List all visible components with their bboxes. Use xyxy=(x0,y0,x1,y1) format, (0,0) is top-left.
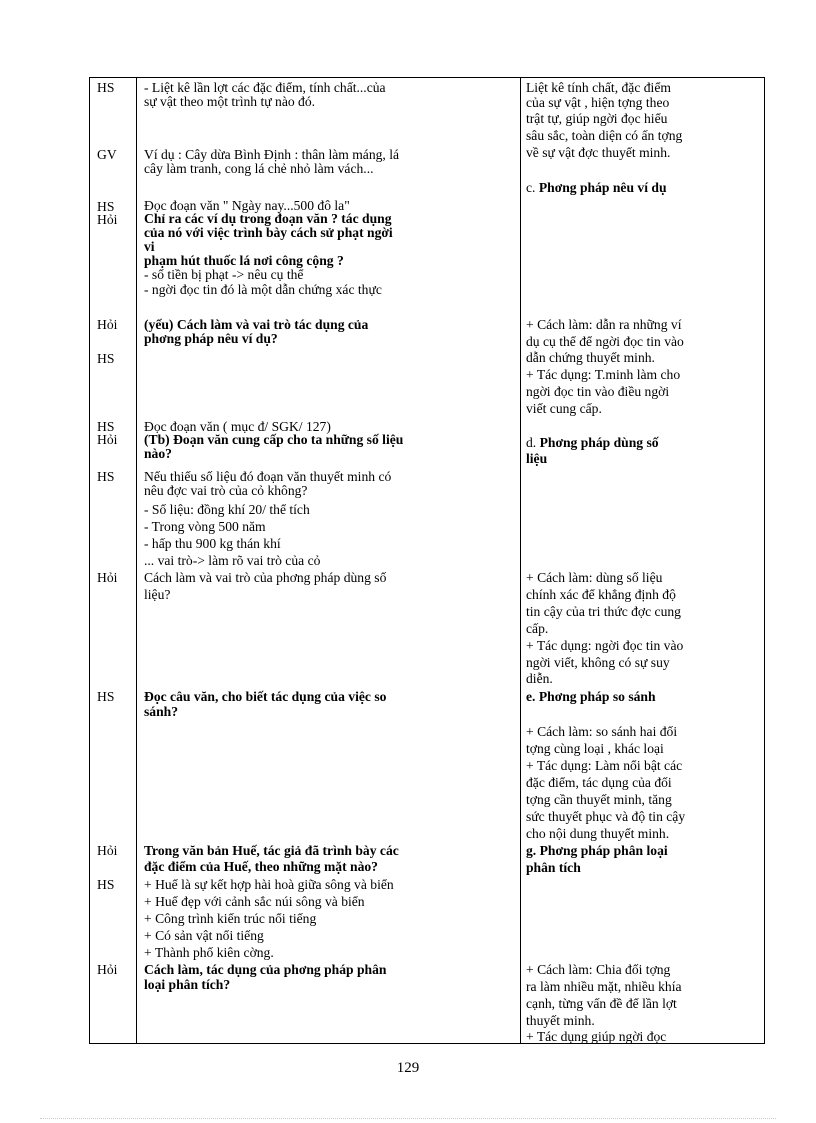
question-line: phơng pháp nêu ví dụ? xyxy=(144,331,278,346)
text-line: Ví dụ : Cây dừa Bình Định : thân làm máng, lá xyxy=(144,147,400,162)
section-heading xyxy=(526,181,667,195)
text-line: cây làm tranh, cong lá chẻ nhỏ làm vách... xyxy=(144,161,374,176)
question-line: nào? xyxy=(144,446,172,461)
section-title: liệu xyxy=(526,451,548,466)
answer-line: Liệt kê tính chất, đặc điểm xyxy=(526,80,671,95)
column-divider-2 xyxy=(520,78,521,1043)
answer-line: trật tự, giúp ngời đọc hiểu xyxy=(526,111,668,126)
answer-line: viết cung cấp. xyxy=(526,401,602,416)
answer-line: + Tác dụng: ngời đọc tin vào xyxy=(526,638,684,653)
answer-line: tợng cần thuyết minh, tăng xyxy=(526,792,672,807)
answer-line: cạnh, từng vấn đề để lần lợt xyxy=(526,996,677,1011)
answer-line: + Cách làm: dẫn ra những ví xyxy=(526,317,682,332)
question-line: Trong văn bản Huế, tác giả đã trình bày các xyxy=(144,843,399,858)
role-label: HS xyxy=(97,469,115,484)
text-line: + Huế là sự kết hợp hài hoà giữa sông và biển xyxy=(144,877,394,892)
question-line: (yếu) Cách làm và vai trò tác dụng của xyxy=(144,317,369,332)
answer-line: diễn. xyxy=(526,671,553,686)
section-title: g. Phơng pháp phân loại xyxy=(526,843,668,858)
answer-line: dẫn chứng thuyết minh. xyxy=(526,350,655,365)
answer-line: ra làm nhiều mặt, nhiều khía xyxy=(526,979,682,994)
answer-line: tợng cùng loại , khác loại xyxy=(526,741,664,756)
answer-line: + Tác dụng: T.minh làm cho xyxy=(526,367,681,382)
question-line: Chỉ ra các ví dụ trong đoạn văn ? tác dụng xyxy=(144,211,392,226)
answer-line: về sự vật đợc thuyết minh. xyxy=(526,145,671,160)
answer-line: dụ cụ thể để ngời đọc tin vào xyxy=(526,334,684,349)
question-line: loại phân tích? xyxy=(144,977,231,992)
text-line: Nếu thiếu số liệu đó đoạn văn thuyết minh có xyxy=(144,469,392,484)
section-heading xyxy=(526,436,659,450)
question-line: Cách làm, tác dụng của phơng pháp phân xyxy=(144,962,387,977)
column-divider-1 xyxy=(136,78,137,1043)
role-label: HS xyxy=(97,877,115,892)
text-line: sự vật theo một trình tự nào đó. xyxy=(144,94,316,109)
role-label: Hỏi xyxy=(97,432,118,447)
text-line: - Liệt kê lần lợt các đặc điểm, tính chất...của xyxy=(144,80,386,95)
page-number: 129 xyxy=(396,1060,420,1076)
text-line: - Trong vòng 500 năm xyxy=(144,519,266,534)
answer-line: tin cậy của tri thức đợc cung xyxy=(526,604,681,619)
section-title: phân tích xyxy=(526,860,581,875)
text-line: + Công trình kiến trúc nổi tiếng xyxy=(144,911,317,926)
role-label: HS xyxy=(97,80,115,95)
section-letter: d. xyxy=(526,435,540,450)
answer-line: + Cách làm: dùng số liệu xyxy=(526,570,663,585)
section-title: Phơng pháp dùng số xyxy=(539,435,659,450)
text-line: - ngời đọc tin đó là một dẫn chứng xác thực xyxy=(144,282,382,297)
text-line: + Có sản vật nổi tiếng xyxy=(144,928,264,943)
section-title: Phơng pháp nêu ví dụ xyxy=(538,180,667,195)
answer-line: + Cách làm: so sánh hai đối xyxy=(526,724,678,739)
text-line: nêu đợc vai trò của cỏ không? xyxy=(144,483,308,498)
text-line: - hấp thu 900 kg thán khí xyxy=(144,536,281,551)
answer-line: cấp. xyxy=(526,621,549,636)
role-label: HS xyxy=(97,689,115,704)
question-line: đặc điểm của Huế, theo những mặt nào? xyxy=(144,859,378,874)
role-label: Hỏi xyxy=(97,212,118,227)
text-line: Đọc đoạn văn " Ngày nay...500 đô la" xyxy=(144,198,350,213)
answer-line: của sự vật , hiện tợng theo xyxy=(526,95,670,110)
answer-line: chính xác để khẳng định độ xyxy=(526,587,676,602)
question-line: Đọc câu văn, cho biết tác dụng của việc so xyxy=(144,689,387,704)
role-label: Hỏi xyxy=(97,317,118,332)
role-label: Hỏi xyxy=(97,570,118,585)
answer-line: + Tác dụng: Làm nổi bật các xyxy=(526,758,683,773)
role-label: HS xyxy=(97,351,115,366)
answer-line: + Cách làm: Chia đối tợng xyxy=(526,962,671,977)
text-line: + Huế đẹp với cảnh sắc núi sông và biển xyxy=(144,894,365,909)
answer-line: ngời viết, không có sự suy xyxy=(526,655,670,670)
text-line: - Số liệu: đồng khí 20/ thể tích xyxy=(144,502,310,517)
answer-line: sức thuyết phục và độ tin cậy xyxy=(526,809,686,824)
question-line: vi xyxy=(144,239,155,254)
answer-line: cho nội dung thuyết minh. xyxy=(526,826,670,841)
text-line: ... vai trò-> làm rõ vai trò của cỏ xyxy=(144,553,321,568)
role-label: GV xyxy=(97,147,117,162)
section-title: e. Phơng pháp so sánh xyxy=(526,689,656,704)
role-label: Hỏi xyxy=(97,962,118,977)
answer-line: sâu sắc, toàn diện có ấn tợng xyxy=(526,128,683,143)
page-bottom-rule xyxy=(40,1118,776,1119)
text-line: + Thành phố kiên cờng. xyxy=(144,945,274,960)
text-line: - số tiền bị phạt -> nêu cụ thể xyxy=(144,267,304,282)
section-letter: c. xyxy=(526,180,539,195)
answer-line: ngời đọc tin vào điều ngời xyxy=(526,384,670,399)
question-line: của nó với việc trình bày cách sử phạt ngời xyxy=(144,225,393,240)
role-label: HS xyxy=(97,419,115,434)
answer-line: đặc điểm, tác dụng của đối xyxy=(526,775,672,790)
question-line: (Tb) Đoạn văn cung cấp cho ta những số liệu xyxy=(144,432,404,447)
role-label: HS xyxy=(97,199,115,214)
question-line: phạm hút thuốc lá nơi công cộng ? xyxy=(144,253,344,268)
text-line: Đọc đoạn văn ( mục đ/ SGK/ 127) xyxy=(144,419,331,434)
text-line: Cách làm và vai trò của phơng pháp dùng số xyxy=(144,570,387,585)
question-line: sánh? xyxy=(144,704,179,719)
answer-line: + Tác dụng giúp ngời đọc xyxy=(526,1030,667,1043)
role-label: Hỏi xyxy=(97,843,118,858)
text-line: liệu? xyxy=(144,587,171,602)
answer-line: thuyết minh. xyxy=(526,1013,595,1028)
